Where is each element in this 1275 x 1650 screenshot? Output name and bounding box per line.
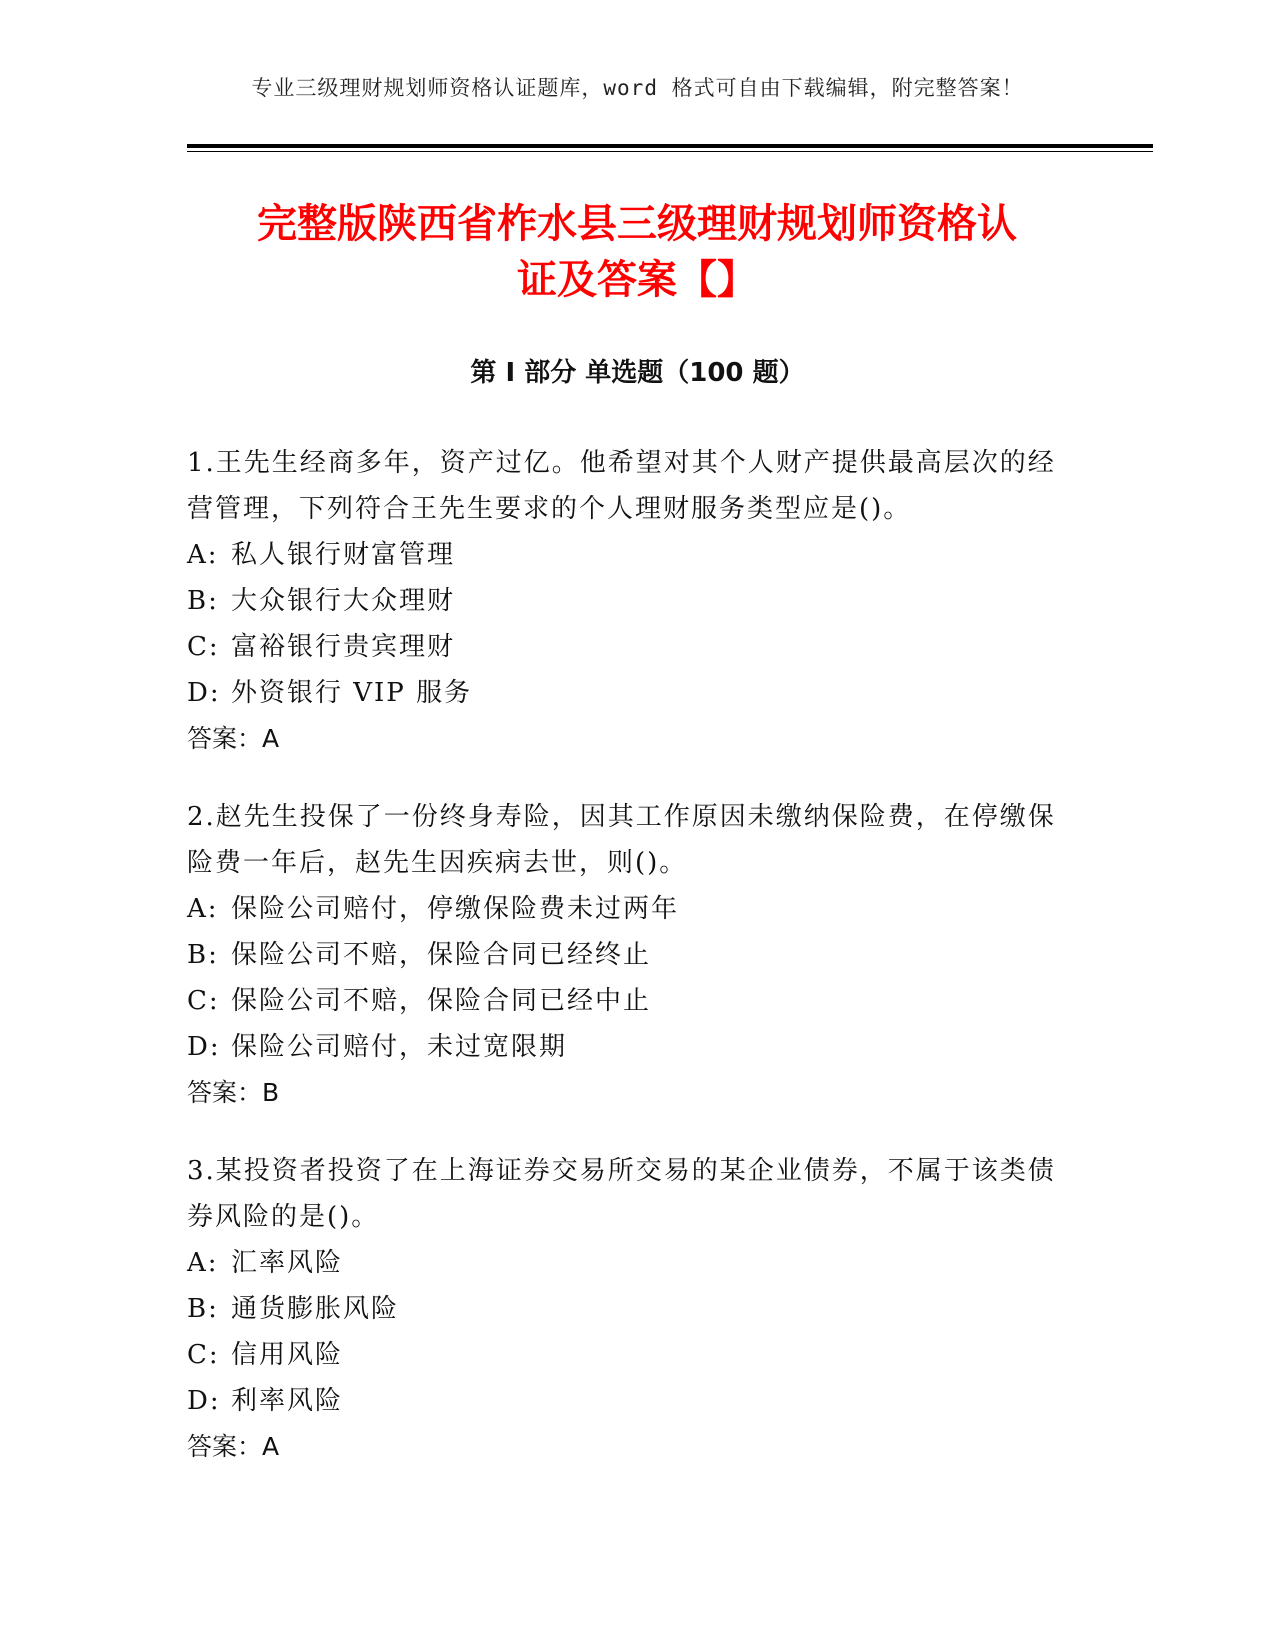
- question-option-a: [187, 1240, 1067, 1286]
- option-text: 利率风险: [231, 1386, 344, 1416]
- option-key: C:: [187, 1340, 220, 1370]
- question-3: [187, 1148, 1067, 1470]
- option-key: D:: [187, 678, 221, 708]
- question-option-c: [187, 1332, 1067, 1378]
- option-text: 富裕银行贵宾理财: [231, 632, 456, 662]
- question-1: [187, 440, 1067, 762]
- option-key: B:: [187, 586, 219, 616]
- question-answer: 答案：B: [187, 1078, 280, 1107]
- question-answer: 答案：A: [187, 724, 280, 753]
- option-text: 私人银行财富管理: [231, 540, 456, 570]
- question-stem: 3.某投资者投资了在上海证券交易所交易的某企业债券，不属于该类债券风险的是()。: [187, 1156, 1056, 1232]
- option-text: 保险公司不赔，保险合同已经终止: [231, 940, 652, 970]
- header-rule-thin: [187, 151, 1153, 152]
- question-option-b: [187, 932, 1067, 978]
- question-option-a: [187, 532, 1067, 578]
- question-2: [187, 794, 1067, 1116]
- option-text: 外资银行 VIP 服务: [231, 678, 473, 708]
- option-text: 保险公司赔付，停缴保险费未过两年: [231, 894, 680, 924]
- question-answer: 答案：A: [187, 1432, 280, 1461]
- option-text: 保险公司不赔，保险合同已经中止: [231, 986, 652, 1016]
- header-note: 专业三级理财规划师资格认证题库，word 格式可自由下载编辑，附完整答案！: [251, 76, 1024, 100]
- question-option-c: [187, 978, 1067, 1024]
- option-key: B:: [187, 940, 219, 970]
- header-rule-thick: [187, 144, 1153, 148]
- document-title-line2: 证及答案【】: [517, 257, 757, 303]
- option-key: D:: [187, 1032, 221, 1062]
- option-text: 汇率风险: [231, 1248, 344, 1278]
- option-key: C:: [187, 632, 220, 662]
- question-stem: 2.赵先生投保了一份终身寿险，因其工作原因未缴纳保险费，在停缴保险费一年后，赵先生因疾病去世，则()。: [187, 802, 1056, 878]
- option-key: A:: [187, 894, 219, 924]
- question-option-b: [187, 578, 1067, 624]
- option-key: C:: [187, 986, 220, 1016]
- document-title: [187, 196, 1087, 308]
- question-option-c: [187, 624, 1067, 670]
- question-option-d: [187, 1024, 1067, 1070]
- question-option-a: [187, 886, 1067, 932]
- option-text: 信用风险: [231, 1340, 344, 1370]
- section-title: 第 I 部分 单选题（100 题）: [470, 358, 805, 388]
- option-key: A:: [187, 540, 219, 570]
- option-key: A:: [187, 1248, 219, 1278]
- option-text: 大众银行大众理财: [231, 586, 456, 616]
- option-text: 通货膨胀风险: [231, 1294, 400, 1324]
- question-option-d: [187, 1378, 1067, 1424]
- question-list: [187, 440, 1067, 1502]
- option-text: 保险公司赔付，未过宽限期: [231, 1032, 568, 1062]
- question-option-b: [187, 1286, 1067, 1332]
- question-stem: 1.王先生经商多年，资产过亿。他希望对其个人财产提供最高层次的经营管理，下列符合王先生要求的个人理财服务类型应是()。: [187, 448, 1056, 524]
- option-key: D:: [187, 1386, 221, 1416]
- question-option-d: [187, 670, 1067, 716]
- document-title-line1: 完整版陕西省柞水县三级理财规划师资格认: [257, 201, 1017, 247]
- option-key: B:: [187, 1294, 219, 1324]
